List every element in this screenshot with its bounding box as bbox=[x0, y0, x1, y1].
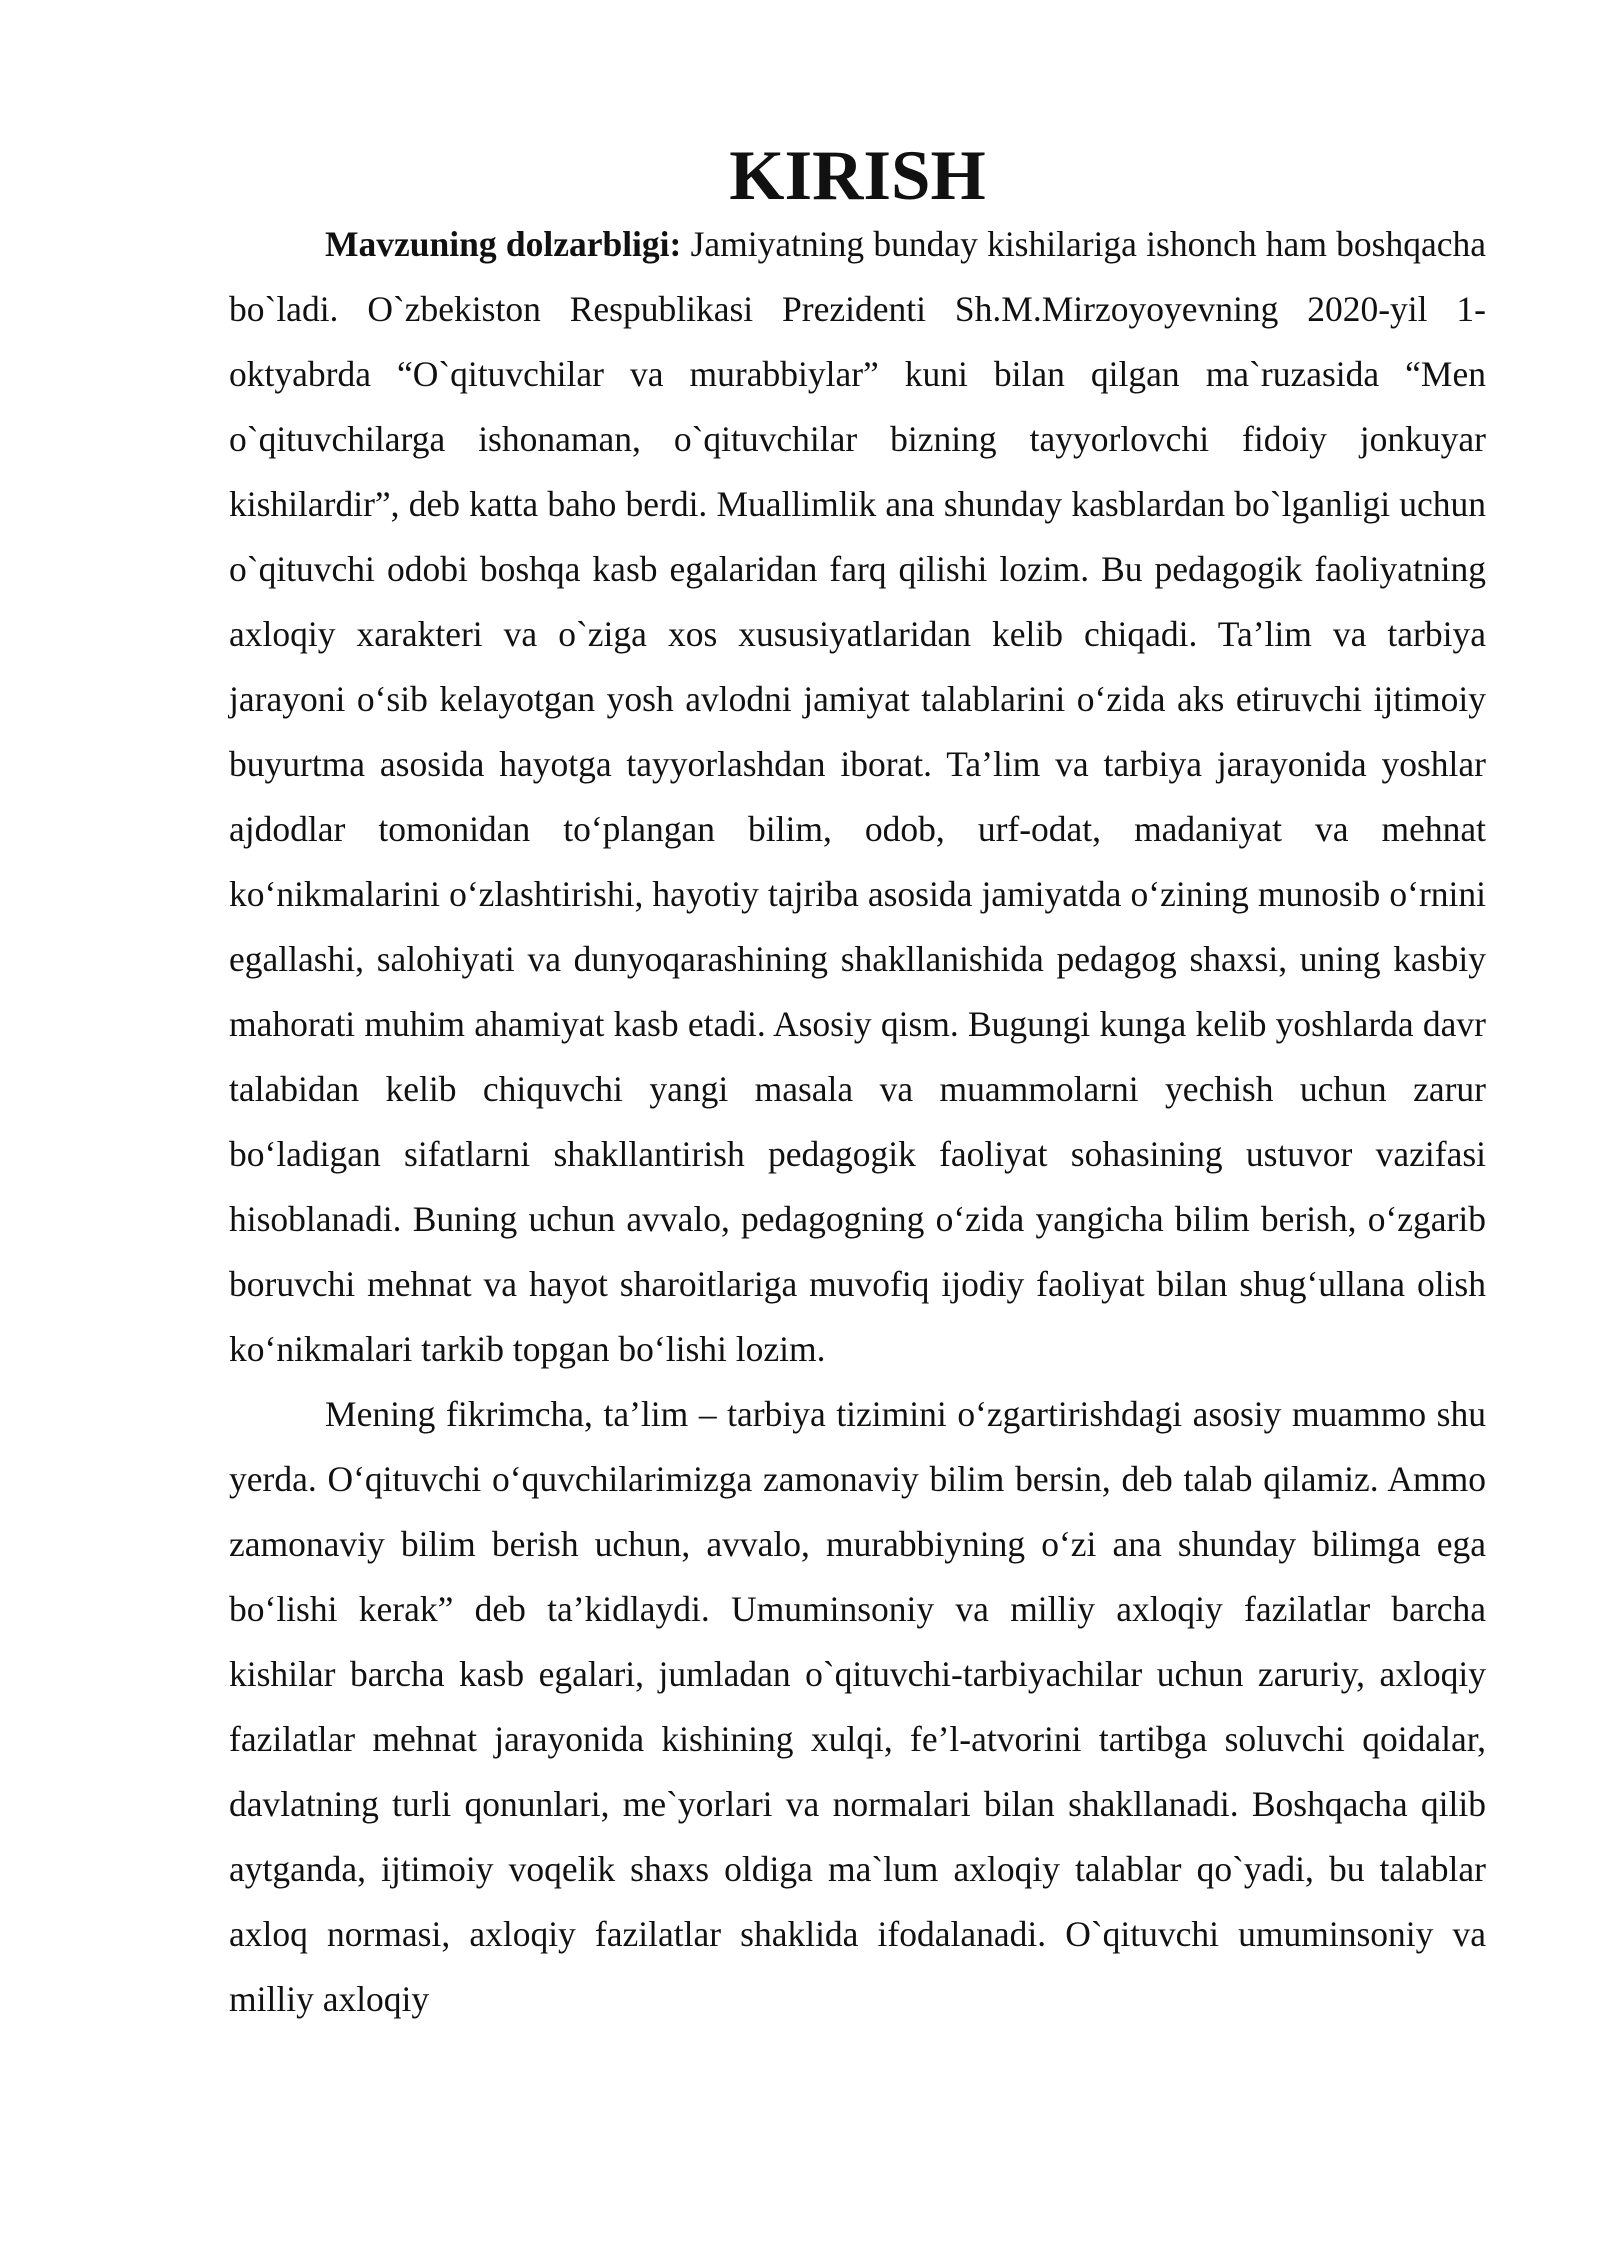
page-title: KIRISH bbox=[729, 137, 986, 215]
document-body bbox=[229, 137, 1486, 2032]
paragraph-relevance-text: Jamiyatning bunday kishilariga ishonch ham boshqacha bo`ladi. O`zbekiston Respublikasi Prezidenti Sh.M.Mirzoyoyevning 2020-yil 1-oktyabrda “O`qituvchilar va murabbiylar” kuni bilan qilgan ma`ruzasida “Men o`qituvchilarga ishonaman, o`qituvchilar bizning tayyorlovchi fidoiy jonkuyar kishilardir”, deb katta baho berdi. Muallimlik ana shunday kasblardan bo`lganligi uchun o`qituvchi odobi boshqa kasb egalaridan farq qilishi lozim. Bu pedagogik faoliyatning axloqiy xarakteri va o`ziga xos xususiyatlaridan kelib chiqadi. Ta’lim va tarbiya jarayoni o‘sib kelayotgan yosh avlodni jamiyat talablarini o‘zida aks etiruvchi ijtimoiy buyurtma asosida hayotga tayyorlashdan iborat. Ta’lim va tarbiya jarayonida yoshlar ajdodlar tomonidan to‘plangan bilim, odob, urf-odat, madaniyat va mehnat ko‘nikmalarini o‘zlashtirishi, hayotiy tajriba asosida jamiyatda o‘zining munosib o‘rnini egallashi, salohiyati va dunyoqarashining shakllanishida pedagog shaxsi, uning kasbiy mahorati muhim ahamiyat kasb etadi. Asosiy qism. Bugungi kunga kelib yoshlarda davr talabidan kelib chiquvchi yangi masala va muammolarni yechish uchun zarur bo‘ladigan sifatlarni shakllantirish pedagogik faoliyat sohasining ustuvor vazifasi hisoblanadi. Buning uchun avvalo, pedagogning o‘zida yangicha bilim berish, o‘zgarib boruvchi mehnat va hayot sharoitlariga muvofiq ijodiy faoliyat bilan shug‘ullana olish ko‘nikmalari tarkib topgan bo‘lishi lozim. bbox=[229, 224, 1486, 1369]
paragraph-lead-heading: Mavzuning dolzarbligi: bbox=[325, 224, 682, 264]
paragraph-opinion: Mening fikrimcha, ta’lim – tarbiya tizimini o‘zgartirishdagi asosiy muammo shu yerda. O‘qituvchi o‘quvchilarimizga zamonaviy bilim bersin, deb talab qilamiz. Ammo zamonaviy bilim berish uchun, avvalo, murabbiyning o‘zi ana shunday bilimga ega bo‘lishi kerak” deb ta’kidlaydi. Umuminsoniy va milliy axloqiy fazilatlar barcha kishilar barcha kasb egalari, jumladan o`qituvchi-tarbiyachilar uchun zaruriy, axloqiy fazilatlar mehnat jarayonida kishining xulqi, fe’l-atvorini tartibga soluvchi qoidalar, davlatning turli qonunlari, me`yorlari va normalari bilan shakllanadi. Boshqacha qilib aytganda, ijtimoiy voqelik shaxs oldiga ma`lum axloqiy talablar qo`yadi, bu talablar axloq normasi, axloqiy fazilatlar shaklida ifodalanadi. O`qituvchi umuminsoniy va milliy axloqiy bbox=[229, 1394, 1486, 2019]
paragraph-relevance bbox=[229, 212, 1486, 1382]
